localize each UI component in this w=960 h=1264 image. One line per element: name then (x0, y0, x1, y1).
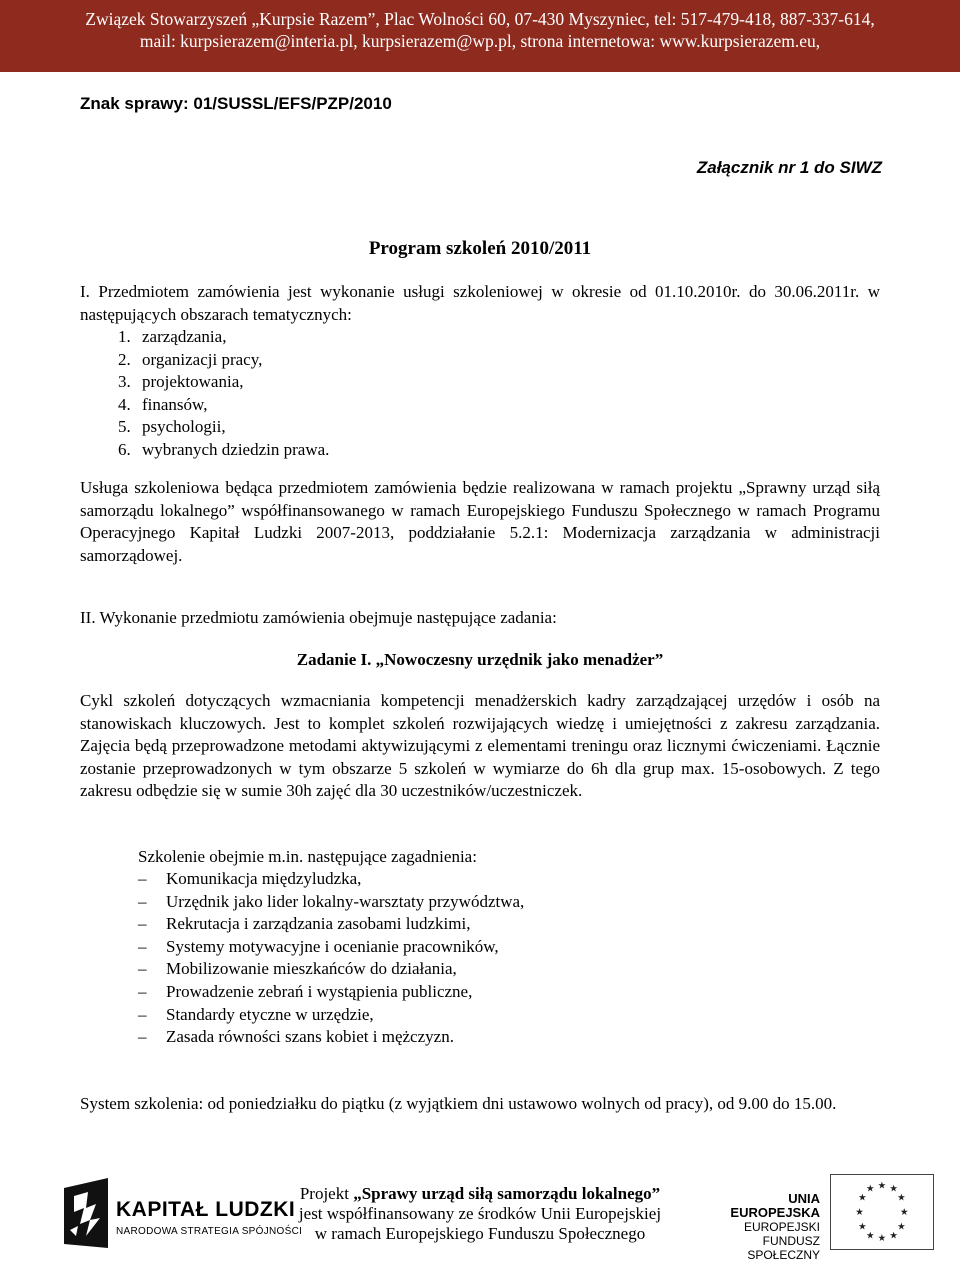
project-line-3: w ramach Europejskiego Funduszu Społecznego (314, 1224, 646, 1243)
list-item-number: 3. (118, 372, 131, 391)
ue-line-2: EUROPEJSKI (743, 1220, 820, 1234)
list-item (118, 371, 329, 394)
svg-text:★: ★ (865, 1183, 875, 1195)
section-2-heading: II. Wykonanie przedmiotu zamówienia obejmuje następujące zadania: (80, 608, 557, 627)
topics-list (118, 326, 329, 461)
svg-text:★: ★ (858, 1192, 867, 1204)
kapital-ludzki-logo-icon (56, 1174, 116, 1252)
svg-text:★: ★ (855, 1206, 864, 1218)
list-item (118, 416, 329, 439)
list-item (118, 349, 329, 372)
list-item: – Rekrutacja i zarządzania zasobami ludzkimi, (138, 913, 524, 936)
letterhead-line-1: Związek Stowarzyszeń „Kurpsie Razem”, Plac Wolności 60, 07-430 Myszyniec, tel: 517-479-418, 887-337-614, (85, 9, 875, 29)
eu-flag-icon (830, 1174, 934, 1250)
svg-text:★: ★ (889, 1230, 899, 1242)
list-item-number: 1. (118, 327, 131, 346)
list-item: – Systemy motywacyjne i ocenianie pracowników, (138, 936, 524, 959)
svg-text:★: ★ (877, 1180, 887, 1192)
letterhead-line-2: mail: kurpsierazem@interia.pl, kurpsierazem@wp.pl, strona internetowa: www.kurpsierazem.eu, (139, 31, 821, 51)
list-item-number: 5. (118, 417, 131, 436)
svg-text:★: ★ (877, 1233, 887, 1245)
list-item: – Komunikacja międzyludzka, (138, 868, 524, 891)
kapital-ludzki-subtitle: NARODOWA STRATEGIA SPÓJNOŚCI (116, 1226, 303, 1237)
list-item-number: 2. (118, 349, 131, 369)
service-paragraph: Usługa szkoleniowa będąca przedmiotem zamówienia będzie realizowana w ramach projektu „Sprawny urząd siłą samorządu lokalnego” współfinansowanego w ramach Europejskiego Funduszu Społecznego w ramach Programu Operacyjnego Kapitał Ludzki 2007-2013, poddziałanie 5.2.1: Modernizacja zarządzania w administracji samorządowej. (80, 478, 880, 565)
page-title: Program szkoleń 2010/2011 (368, 238, 592, 259)
list-item-text: wybranych dziedzin prawa. (142, 439, 330, 459)
list-item (118, 326, 329, 349)
letterhead-banner (0, 0, 960, 72)
project-info (280, 1184, 680, 1244)
list-item-text: psychologii, (142, 417, 226, 436)
svg-text:★: ★ (858, 1221, 867, 1233)
ue-line-1: UNIA EUROPEJSKA (730, 1191, 820, 1220)
list-item: – Standardy etyczne w urzędzie, (138, 1004, 524, 1027)
system-paragraph: System szkolenia: od poniedziałku do piątku (z wyjątkiem dni ustawowo wolnych od pracy), od 9.00 do 15.00. (80, 1094, 837, 1113)
issues-intro: Szkolenie obejmie m.in. następujące zagadnienia: (138, 847, 477, 866)
attachment-label: Załącznik nr 1 do SIWZ (696, 158, 882, 177)
ue-line-3: FUNDUSZ SPOŁECZNY (747, 1234, 820, 1262)
list-item: – Zasada równości szans kobiet i mężczyzn. (138, 1026, 524, 1049)
list-item: – Prowadzenie zebrań i wystąpienia publiczne, (138, 981, 524, 1004)
case-number: Znak sprawy: 01/SUSSL/EFS/PZP/2010 (80, 94, 392, 113)
list-item-text: organizacji pracy, (142, 349, 263, 369)
list-item-number: 4. (118, 394, 131, 414)
list-item-number: 6. (118, 439, 131, 459)
task-title: Zadanie I. „Nowoczesny urzędnik jako menadżer” (296, 650, 664, 669)
list-item-text: projektowania, (142, 372, 244, 391)
kapital-ludzki-title: KAPITAŁ LUDZKI (116, 1198, 296, 1221)
list-item: – Urzędnik jako lider lokalny-warsztaty przywództwa, (138, 891, 524, 914)
list-item-text: finansów, (142, 394, 208, 414)
footer (0, 1168, 960, 1264)
svg-text:★: ★ (889, 1183, 899, 1195)
section-1-intro: I. Przedmiotem zamówienia jest wykonanie usługi szkoleniowej w okresie od 01.10.2010r. do 30.06.2011r. w następujących obszarach tematycznych: (80, 282, 880, 324)
list-item (118, 394, 329, 417)
svg-text:★: ★ (865, 1230, 875, 1242)
ue-label (700, 1192, 820, 1262)
project-name: „Sprawy urząd siłą samorządu lokalnego” (353, 1184, 661, 1203)
svg-text:★: ★ (897, 1221, 906, 1233)
svg-text:★: ★ (897, 1192, 906, 1204)
project-line-2: jest współfinansowany ze środków Unii Europejskiej (298, 1204, 662, 1223)
task-paragraph: Cykl szkoleń dotyczących wzmacniania kompetencji menadżerskich kadry zarządzającej urzędów i osób na stanowiskach kluczowych. Jest to komplet szkoleń rozwijających wiedzę i umiejętności z zakresu zarządzania. Zajęcia będą przeprowadzone metodami aktywizującymi z elementami treningu oraz licznymi ćwiczeniami. Łącznie zostanie przeprowadzonych w tym obszarze 5 szkoleń w wymiarze do 6h dla grup max. 15-osobowych. Z tego zakresu odbędzie się w sumie 30h zajęć dla 30 uczestników/uczestniczek. (80, 691, 880, 800)
list-item: – Mobilizowanie mieszkańców do działania, (138, 958, 524, 981)
svg-text:★: ★ (900, 1206, 909, 1218)
list-item-text: zarządzania, (142, 327, 227, 346)
list-item (118, 439, 329, 462)
project-prefix: Projekt (299, 1184, 354, 1203)
issues-list (138, 868, 524, 1049)
